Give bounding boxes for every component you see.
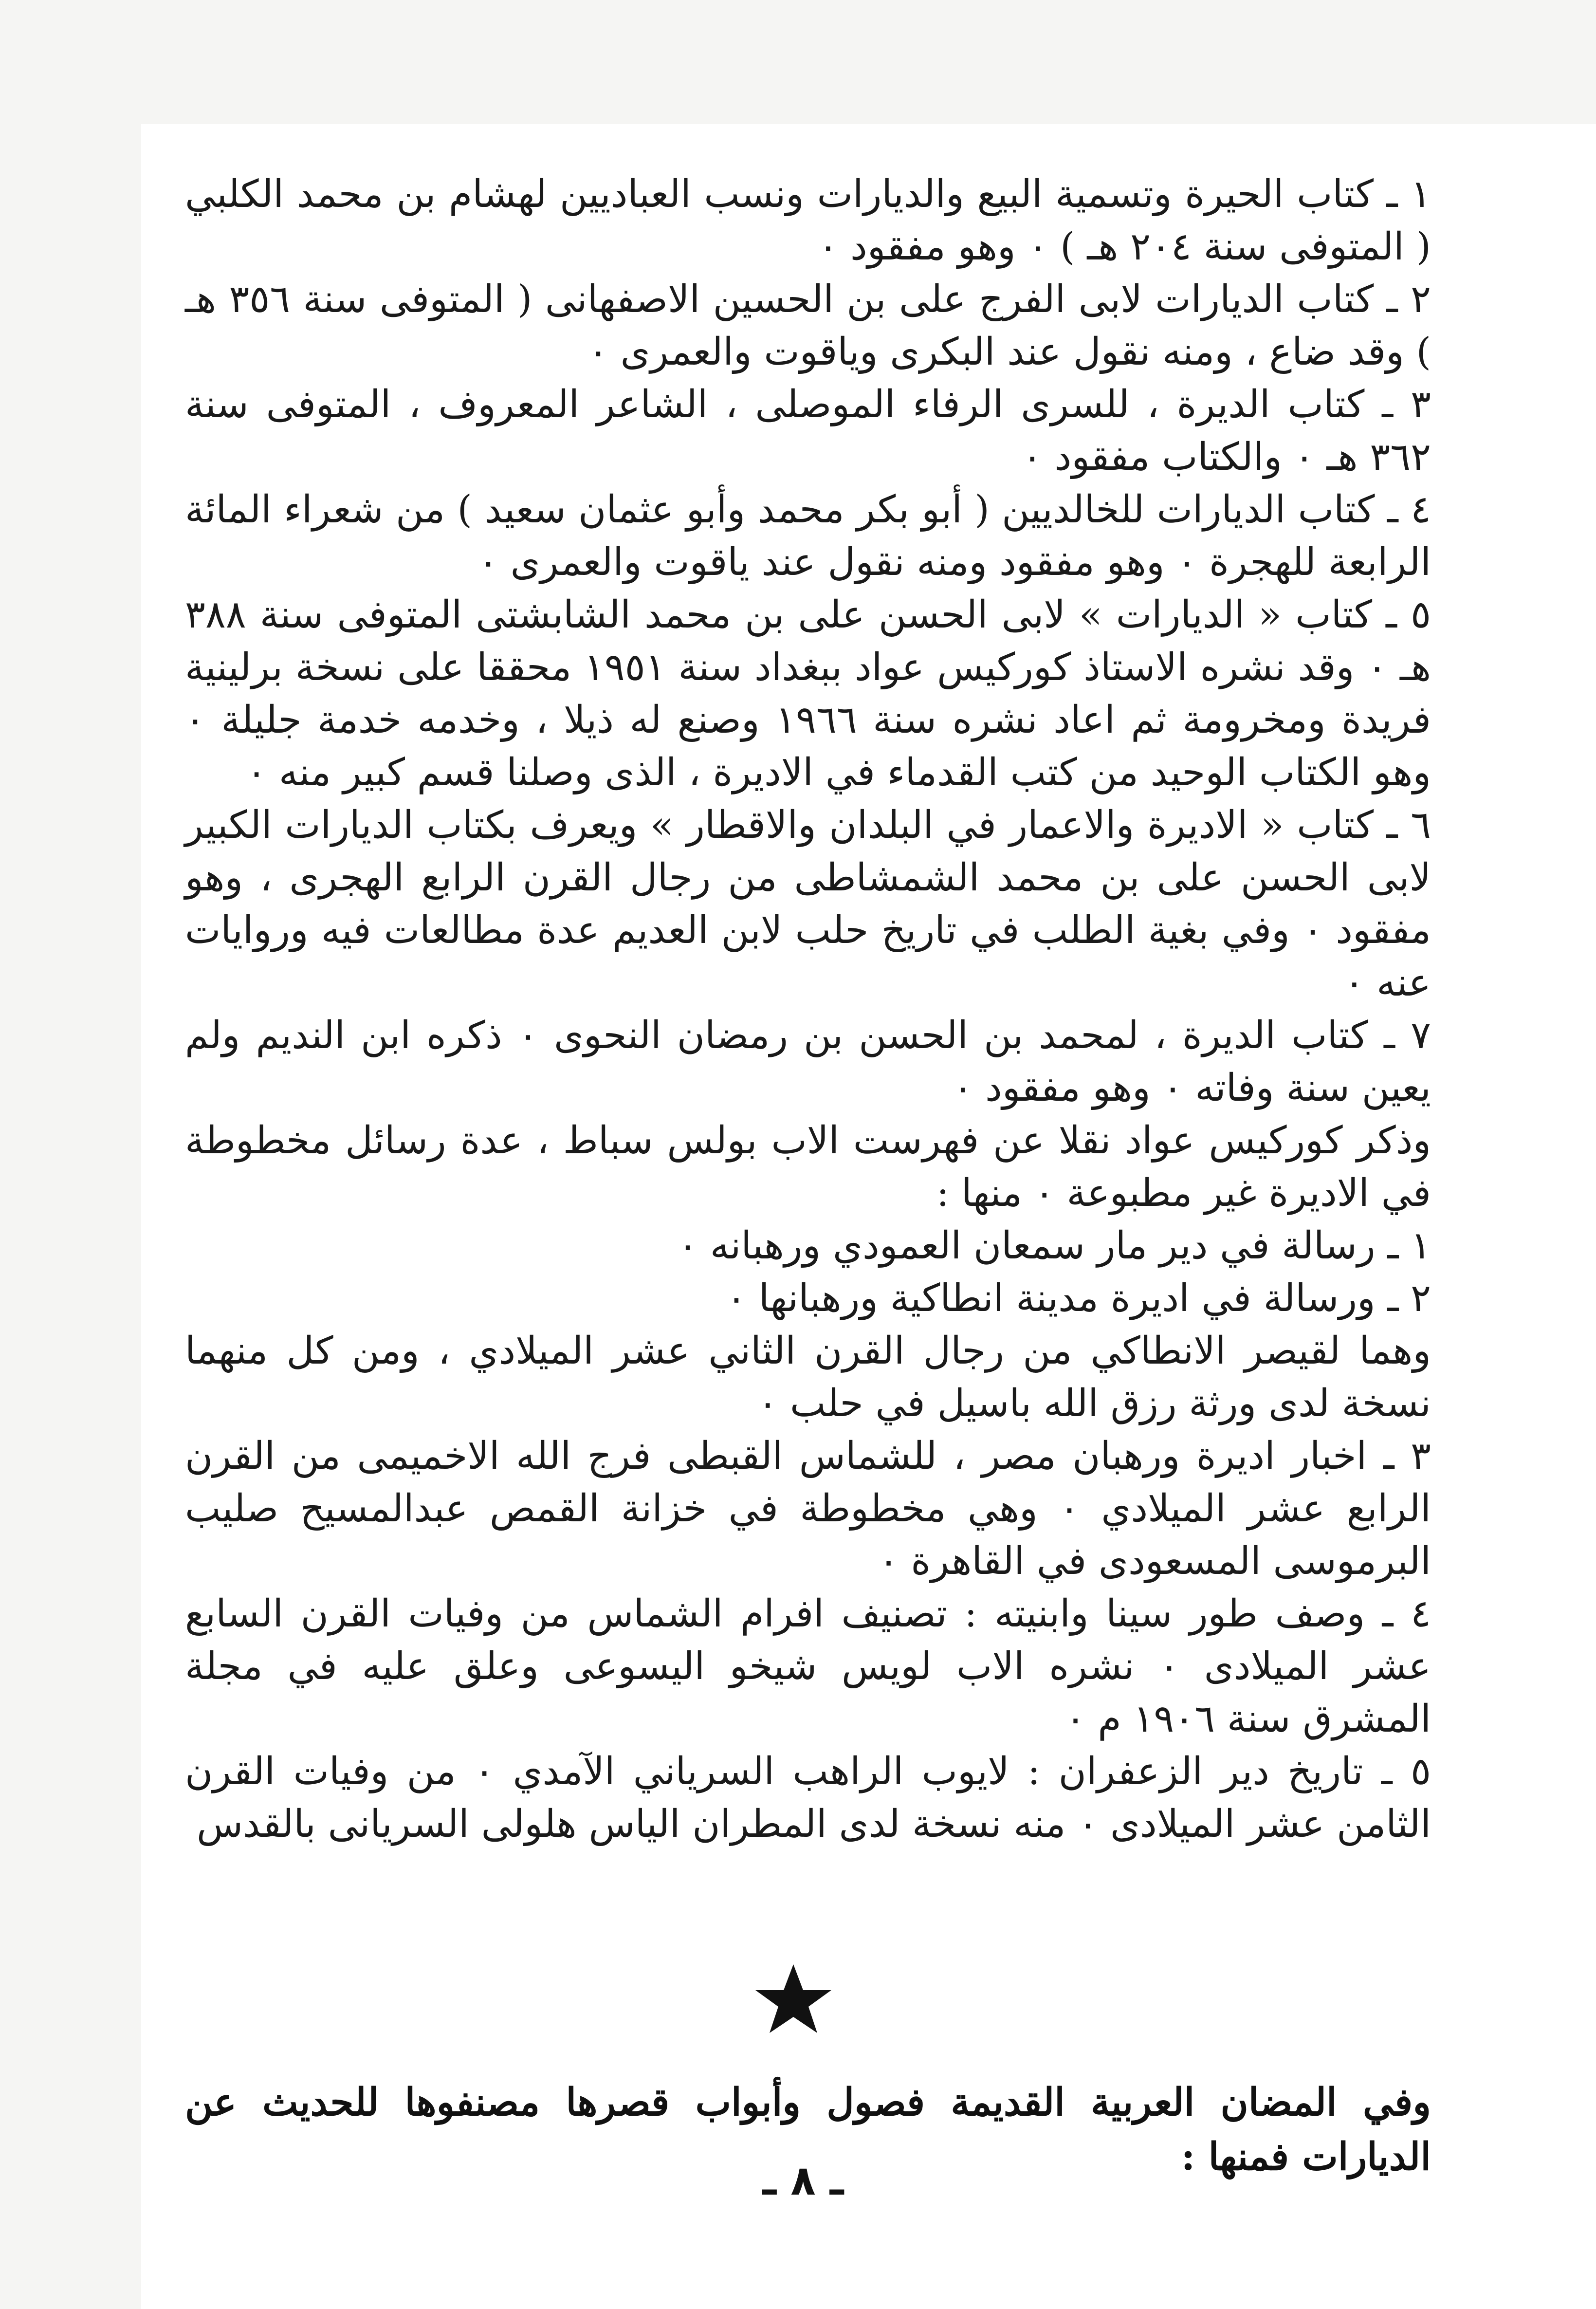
- list-item-7: ٧ ـ كتاب الديرة ، لمحمد بن الحسن بن رمضان النحوى ٠ ذكره ابن النديم ولم يعين سنة وفاته ٠ وهو مفقود ٠: [185, 1014, 1431, 1110]
- manuscript-item-1: ١ ـ رسالة في دير مار سمعان العمودي ورهبانه ٠: [678, 1224, 1431, 1268]
- manuscript-item-5: ٥ ـ تاريخ دير الزعفران : لايوب الراهب السرياني الآمدي ٠ من وفيات القرن الثامن عشر الميلادى ٠ منه نسخة لدى المطران الياس هلولى السريانى بالقدس: [185, 1750, 1431, 1846]
- list-item-2: ٢ ـ كتاب الديارات لابى الفرج على بن الحسين الاصفهانى ( المتوفى سنة ٣٥٦ هـ ) وقد ضاع ، ومنه نقول عند البكرى وياقوت والعمرى ٠: [185, 277, 1431, 374]
- main-text: [185, 168, 1431, 1850]
- manuscript-item-2: ٢ ـ ورسالة في اديرة مدينة انطاكية ورهبانها ٠: [726, 1276, 1431, 1320]
- closing-paragraph: وفي المضان العربية القديمة فصول وأبواب قصرها مصنفوها للحديث عن الديارات فمنها :: [185, 2080, 1431, 2179]
- manuscripts-note: وهما لقيصر الانطاكي من رجال القرن الثاني عشر الميلادي ، ومن كل منهما نسخة لدى ورثة رزق الله باسيل في حلب ٠: [185, 1329, 1431, 1425]
- list-item-4: ٤ ـ كتاب الديارات للخالديين ( أبو بكر محمد وأبو عثمان سعيد ) من شعراء المائة الرابعة للهجرة ٠ وهو مفقود ومنه نقول عند ياقوت والعمرى ٠: [185, 488, 1431, 584]
- manuscripts-intro: وذكر كوركيس عواد نقلا عن فهرست الاب بولس سباط ، عدة رسائل مخطوطة في الاديرة غير مطبوعة ٠ منها :: [185, 1119, 1431, 1215]
- list-item-5: ٥ ـ كتاب « الديارات » لابى الحسن على بن محمد الشابشتى المتوفى سنة ٣٨٨ هـ ٠ وقد نشره الاستاذ كوركيس عواد ببغداد سنة ١٩٥١ محققا على نسخة برلينية فريدة ومخرومة ثم اعاد نشره سنة ١٩٦٦ وصنع له ذيلا ، وخدمه خدمة جليلة ٠ وهو الكتاب الوحيد من كتب القدماء في الاديرة ، الذى وصلنا قسم كبير منه ٠: [185, 593, 1431, 794]
- manuscript-item-3: ٣ ـ اخبار اديرة ورهبان مصر ، للشماس القبطى فرج الله الاخميمى من القرن الرابع عشر الميلادي ٠ وهي مخطوطة في خزانة القمص عبدالمسيح صليب البرموسى المسعودى في القاهرة ٠: [185, 1434, 1431, 1583]
- star-icon: [750, 1962, 837, 2035]
- manuscript-item-4: ٤ ـ وصف طور سينا وابنيته : تصنيف افرام الشماس من وفيات القرن السابع عشر الميلادى ٠ نشره الاب لويس شيخو اليسوعى وعلق عليه في مجلة المشرق سنة ١٩٠٦ م ٠: [185, 1592, 1431, 1741]
- list-item-1: ١ ـ كتاب الحيرة وتسمية البيع والديارات ونسب العباديين لهشام بن محمد الكلبي ( المتوفى سنة ٢٠٤ هـ ) ٠ وهو مفقود ٠: [185, 172, 1431, 269]
- list-item-6: ٦ ـ كتاب « الاديرة والاعمار في البلدان والاقطار » ويعرف بكتاب الديارات الكبير لابى الحسن على بن محمد الشمشاطى من رجال القرن الرابع الهجرى ، وهو مفقود ٠ وفي بغية الطلب في تاريخ حلب لابن العديم عدة مطالعات فيه وروايات عنه ٠: [185, 803, 1431, 1005]
- list-item-3: ٣ ـ كتاب الديرة ، للسرى الرفاء الموصلى ، الشاعر المعروف ، المتوفى سنة ٣٦٢ هـ ٠ والكتاب مفقود ٠: [185, 383, 1431, 479]
- page-number: ـ ٨ ـ: [762, 2157, 844, 2204]
